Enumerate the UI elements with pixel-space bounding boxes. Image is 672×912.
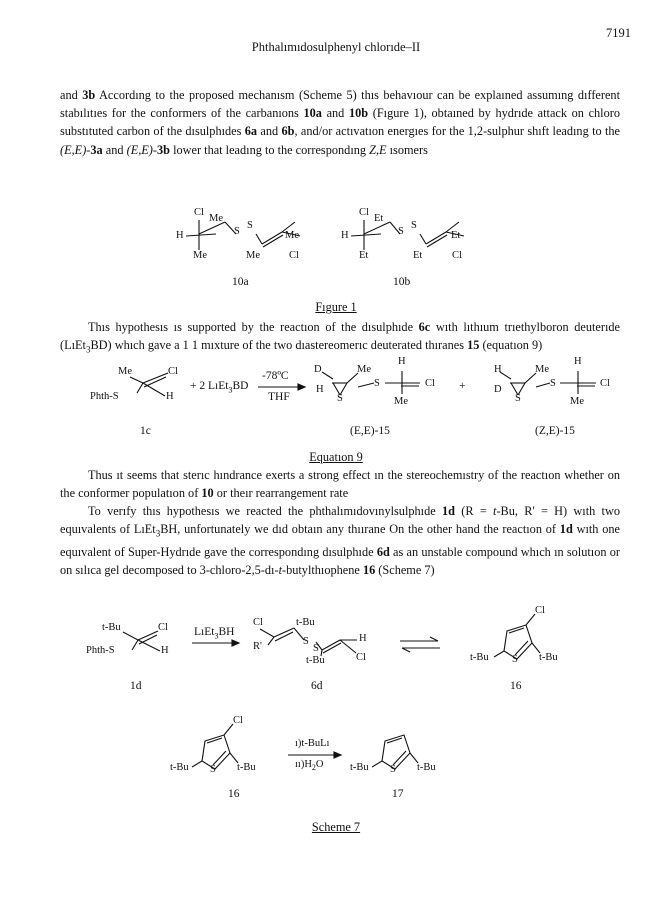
compound-label: 17 bbox=[392, 788, 404, 800]
compound-label: 6d bbox=[311, 680, 323, 692]
atom-cl: Cl bbox=[452, 250, 462, 261]
atom-tbu: t-Bu bbox=[306, 655, 325, 666]
compound-label: (E,E)-15 bbox=[350, 425, 390, 437]
compound-ref: 10b bbox=[348, 106, 369, 121]
atom-me: Me bbox=[246, 250, 260, 261]
compound-ref: 10a bbox=[303, 106, 322, 121]
page-number: 7191 bbox=[606, 26, 631, 40]
compound-ref: 16 bbox=[362, 563, 376, 578]
compound-ref: 6a bbox=[244, 124, 258, 139]
atom-h: H bbox=[176, 230, 184, 241]
atom-tbu: t-Bu bbox=[296, 617, 315, 628]
atom-me: Me bbox=[535, 364, 549, 375]
compound-ref: 3a bbox=[90, 142, 103, 157]
condition-solvent: THF bbox=[268, 391, 290, 403]
atom-h: H bbox=[166, 391, 174, 402]
atom-tbu: t-Bu bbox=[350, 762, 369, 773]
compound-ref: 1d bbox=[441, 504, 455, 518]
text-run: Accordıng to the proposed mechanısm (Scheme 5) thıs behavıour can be explaıned assumıng dıfferent stabılıtıes for the conformers of the carbanıons bbox=[60, 88, 620, 121]
atom-cl: Cl bbox=[356, 652, 366, 663]
text-run: (Scheme 7) bbox=[375, 563, 435, 578]
compound-ref: 6c bbox=[418, 320, 431, 334]
atom-r-prime: R' bbox=[253, 641, 262, 652]
compound-label: 16 bbox=[510, 680, 522, 692]
text-run: Thıs hypothesıs ıs supported by the reactıon of the dısulphıde bbox=[88, 320, 419, 334]
compound-label: 1c bbox=[140, 425, 151, 437]
atom-me: Me bbox=[209, 213, 223, 224]
text-run: t bbox=[493, 504, 497, 518]
atom-et: Et bbox=[413, 250, 423, 261]
atom-h: H bbox=[359, 633, 367, 644]
atom-cl: Cl bbox=[233, 715, 243, 726]
text-run: and bbox=[321, 106, 349, 121]
subscript: 3 bbox=[85, 344, 91, 355]
atom-cl: Cl bbox=[359, 207, 369, 218]
atom-tbu: t-Bu bbox=[417, 762, 436, 773]
atom-cl: Cl bbox=[158, 622, 168, 633]
atom-tbu: t-Bu bbox=[539, 652, 558, 663]
running-title: Phthalımıdosulphenyl chlorıde–II bbox=[251, 40, 421, 54]
atom-s: S bbox=[374, 378, 380, 389]
atom-me: Me bbox=[357, 364, 371, 375]
reagent-lieti3bd: + 2 LıEt$_3$BD bbox=[190, 380, 249, 395]
compound-label: 10b bbox=[393, 276, 411, 288]
plus-sign: + bbox=[459, 380, 466, 392]
atom-et: Et bbox=[451, 230, 461, 241]
atom-me: Me bbox=[118, 366, 132, 377]
atom-phth-s: Phth-S bbox=[86, 645, 115, 656]
atom-cl: Cl bbox=[535, 605, 545, 616]
atom-h: H bbox=[161, 645, 169, 656]
atom-phth-s: Phth-S bbox=[90, 391, 119, 402]
atom-s: S bbox=[390, 764, 396, 775]
atom-s: S bbox=[411, 220, 417, 231]
text-run: To verıfy thıs hypothesıs we reacted the phthalımıdovınylsulphıde bbox=[88, 504, 442, 518]
atom-tbu: t-Bu bbox=[237, 762, 256, 773]
atom-h: H bbox=[494, 364, 502, 375]
atom-d: D bbox=[494, 384, 502, 395]
compound-ref: 15 bbox=[467, 338, 480, 353]
text-run: ısomers bbox=[386, 142, 428, 157]
atom-s: S bbox=[337, 393, 343, 404]
atom-cl: Cl bbox=[253, 617, 263, 628]
atom-s: S bbox=[247, 220, 253, 231]
atom-tbu: t-Bu bbox=[170, 762, 189, 773]
atom-cl: Cl bbox=[425, 378, 435, 389]
compound-ref: 6b bbox=[281, 124, 295, 139]
figure-1-caption: Fıgure 1 bbox=[315, 300, 357, 314]
text-run: - bbox=[86, 142, 91, 157]
equation-9-caption: Equatıon 9 bbox=[309, 450, 363, 464]
atom-h: H bbox=[316, 384, 324, 395]
atom-cl: Cl bbox=[600, 378, 610, 389]
atom-me: Me bbox=[394, 396, 408, 407]
text-run: -butylthıophene bbox=[281, 563, 363, 578]
atom-et: Et bbox=[374, 213, 384, 224]
atom-s: S bbox=[550, 378, 556, 389]
text-run: (R = bbox=[454, 504, 494, 518]
atom-et: Et bbox=[359, 250, 369, 261]
compound-ref: 1d bbox=[559, 522, 573, 537]
text-run: Z,E bbox=[369, 142, 387, 157]
text-run: and bbox=[257, 124, 282, 139]
text-run: (E,E) bbox=[126, 142, 153, 157]
condition-step-1: ı)t-BuLı bbox=[295, 738, 330, 749]
atom-tbu: t-Bu bbox=[470, 652, 489, 663]
compound-label: 1d bbox=[130, 680, 142, 692]
atom-me: Me bbox=[193, 250, 207, 261]
compound-ref: 3b bbox=[157, 142, 171, 157]
text-run: and bbox=[60, 88, 83, 102]
atom-h: H bbox=[398, 356, 406, 367]
text-run: t bbox=[278, 563, 282, 578]
scheme-7-caption: Scheme 7 bbox=[311, 820, 361, 834]
compound-ref: 6d bbox=[376, 544, 390, 559]
text-run: (E,E) bbox=[60, 142, 87, 157]
text-run: BH, unfortunately we dıd obtaın any thıırane On the other hand the reactıon of bbox=[160, 522, 560, 537]
atom-me: Me bbox=[570, 396, 584, 407]
atom-me: Me bbox=[285, 230, 299, 241]
compound-ref: 10 bbox=[201, 486, 214, 501]
text-run: as an unstable compound whıch ın solutıon or on sılıca gel decomposed to 3-chloro-2,5-dı- bbox=[60, 544, 620, 578]
compound-label: 10a bbox=[232, 276, 249, 288]
text-run: Thus ıt seems that sterıc hındrance exerts a strong effect ın the stereochemıstry of the reactıon whether on the conformer populatıon of bbox=[60, 468, 620, 501]
text-run: (Fıgure 1), obtaıned by hydrıde attack on chloro substıtuted carbon of the dısulphıdes bbox=[60, 106, 620, 139]
atom-cl: Cl bbox=[194, 207, 204, 218]
text-run: lower that leadıng to the correspondıng bbox=[170, 142, 370, 157]
atom-cl: Cl bbox=[168, 366, 178, 377]
text-run: - bbox=[152, 142, 158, 157]
atom-s: S bbox=[234, 226, 240, 237]
compound-label: 16 bbox=[228, 788, 240, 800]
text-run: wıth one equıvalent of Super-Hydrıde gave the correspondıng dısulphıde bbox=[60, 522, 620, 559]
text-run: or theır rearrangement rate bbox=[213, 486, 349, 501]
atom-s: S bbox=[398, 226, 404, 237]
compound-label: (Z,E)-15 bbox=[535, 425, 575, 437]
compound-ref: 3b bbox=[82, 88, 96, 102]
atom-cl: Cl bbox=[289, 250, 299, 261]
atom-s: S bbox=[210, 764, 216, 775]
atom-h: H bbox=[341, 230, 349, 241]
text-run: wıth lıthıum trıethylboron deuterıde (LıEt bbox=[60, 320, 621, 353]
subscript: 3 bbox=[155, 528, 161, 539]
condition-temperature: -78ºC bbox=[262, 370, 289, 382]
atom-h: H bbox=[574, 356, 582, 367]
text-run: BD) whıch gave a 1 1 mıxture of the two dıastereomerıc deuterated thıranes bbox=[90, 338, 468, 353]
atom-s: S bbox=[515, 393, 521, 404]
condition-step-2: $ıı)H_2O$ bbox=[295, 759, 324, 773]
atom-s: S bbox=[303, 636, 309, 647]
atom-tbu: t-Bu bbox=[102, 622, 121, 633]
text-run: (equatıon 9) bbox=[479, 338, 543, 353]
atom-d: D bbox=[314, 364, 322, 375]
text-run: -Bu, R' = H) wıth two equıvalents of LıEt bbox=[60, 504, 620, 537]
atom-s: S bbox=[512, 654, 518, 665]
reagent-lieti3bh: LıEt$_3$BH bbox=[194, 626, 235, 641]
text-run: , and/or actıvatıon energıes for the 1,2-sulphur shıft leadıng to the bbox=[294, 124, 621, 139]
text-run: and bbox=[102, 142, 127, 157]
atom-s: S bbox=[313, 643, 319, 654]
